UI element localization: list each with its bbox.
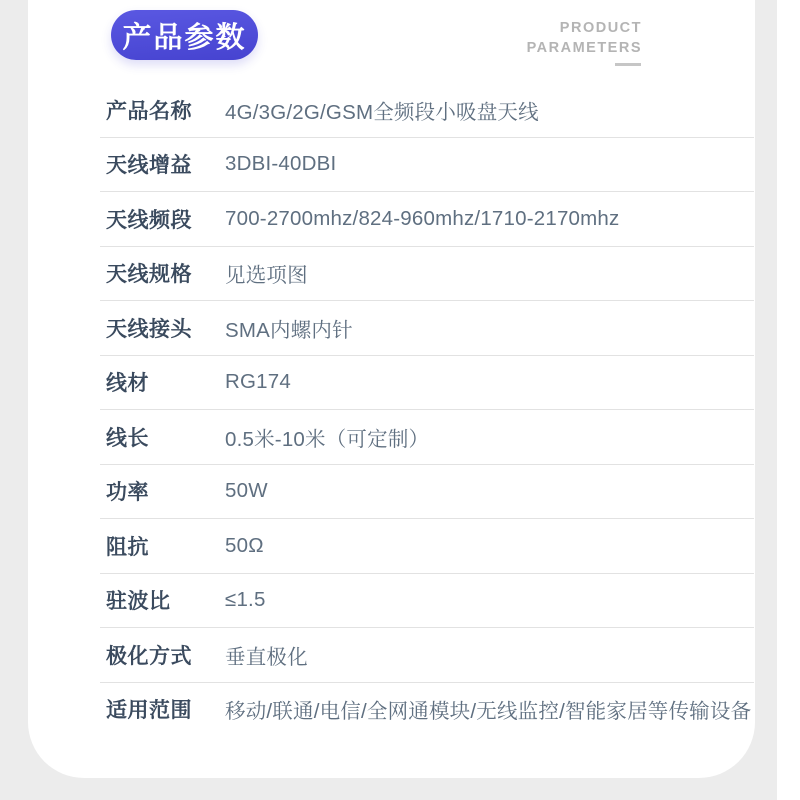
table-row	[100, 192, 754, 247]
spec-label: 功率	[106, 481, 149, 505]
spec-value: 垂直极化	[225, 645, 308, 669]
table-row	[100, 83, 754, 138]
spec-label: 线材	[106, 372, 149, 396]
spec-value: 见选项图	[225, 264, 308, 288]
spec-label: 阻抗	[106, 535, 149, 559]
table-row	[100, 356, 754, 411]
table-row	[100, 301, 754, 356]
spec-label: 适用范围	[106, 699, 192, 723]
spec-label: 天线频段	[106, 208, 192, 232]
table-row	[100, 628, 754, 683]
spec-label: 驻波比	[106, 590, 171, 614]
table-row	[100, 410, 754, 465]
table-row	[100, 519, 754, 574]
table-row	[100, 574, 754, 629]
table-row	[100, 465, 754, 520]
spec-value: 50Ω	[225, 533, 264, 557]
spec-table	[100, 83, 754, 736]
spec-value: 3DBI-40DBI	[225, 152, 337, 176]
section-title-badge	[111, 10, 258, 60]
spec-label: 极化方式	[106, 644, 192, 668]
spec-value: 0.5米-10米（可定制）	[225, 427, 430, 451]
subtitle-line-1: PRODUCT	[559, 20, 642, 36]
subtitle-line-2: PARAMETERS	[526, 40, 642, 56]
section-title: 产品参数	[122, 21, 247, 54]
spec-value: 移动/联通/电信/全网通模块/无线监控/智能家居等传输设备	[225, 700, 752, 724]
spec-label: 天线增益	[106, 154, 192, 178]
table-row	[100, 138, 754, 193]
subtitle-underline	[615, 63, 641, 66]
spec-value: RG174	[225, 370, 291, 394]
table-row	[100, 683, 754, 737]
parameters-card	[28, 0, 755, 778]
spec-label: 产品名称	[106, 99, 192, 123]
spec-label: 天线规格	[106, 263, 192, 287]
section-subtitle-en	[527, 18, 642, 66]
table-row	[100, 247, 754, 302]
spec-value: ≤1.5	[225, 588, 266, 612]
spec-label: 线长	[106, 426, 149, 450]
spec-value: 700-2700mhz/824-960mhz/1710-2170mhz	[225, 206, 620, 230]
spec-value: SMA内螺内针	[225, 318, 353, 342]
spec-value: 50W	[225, 479, 268, 503]
spec-label: 天线接头	[106, 317, 192, 341]
spec-value: 4G/3G/2G/GSM全频段小吸盘天线	[225, 100, 539, 124]
